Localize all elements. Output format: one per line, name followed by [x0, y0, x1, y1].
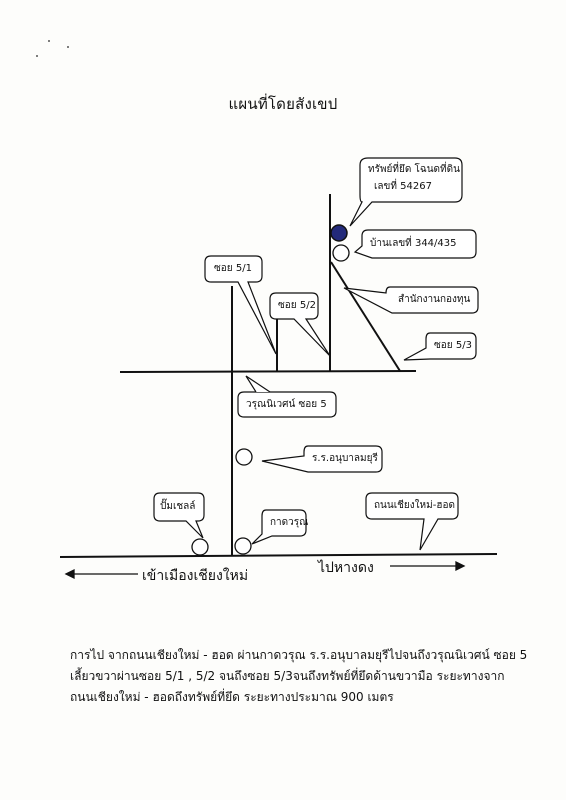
direction-right-label: ไปหางดง: [318, 560, 374, 576]
karawarun-marker: [235, 538, 251, 554]
house-number-label: บ้านเลขที่ 344/435: [370, 238, 457, 249]
fund-office-label: สำนักงานกองทุน: [398, 294, 471, 305]
soi-5-road-line: [120, 371, 416, 372]
village-soi-5-label: วรุณนิเวศน์ ซอย 5: [246, 399, 327, 410]
directions-line: เลี้ยวขวาผ่านซอย 5/1 , 5/2 จนถึงซอย 5/3จนถึงทรัพย์ที่ยึดด้านขวามือ ระยะทางจาก: [70, 669, 505, 683]
main-road-label: ถนนเชียงใหม่-ฮอด: [374, 500, 455, 511]
kindergarten-marker: [236, 449, 252, 465]
property-title-line1: ทรัพย์ที่ยึด โฉนดที่ดิน: [368, 164, 460, 175]
main-road-line: [60, 554, 497, 557]
kindergarten-label: ร.ร.อนุบาลมยุรี: [312, 453, 378, 464]
property-marker: [331, 225, 347, 241]
house-marker: [333, 245, 349, 261]
shell-station-marker: [192, 539, 208, 555]
property-title-line2: เลขที่ 54267: [374, 181, 432, 192]
soi-5-1-label: ซอย 5/1: [214, 263, 252, 274]
soi-5-3-label: ซอย 5/3: [434, 340, 472, 351]
karawarun-label: กาดวรุณ: [270, 517, 309, 528]
map-title: แผนที่โดยสังเขป: [228, 95, 338, 113]
soi-5-2-label: ซอย 5/2: [278, 300, 316, 311]
directions-line: ถนนเชียงใหม่ - ฮอดถึงทรัพย์ที่ยึด ระยะทางประมาณ 900 เมตร: [70, 690, 394, 704]
shell-station-label: ปั๊มเชลล์: [160, 501, 196, 512]
village-soi-5-callout-tail: [246, 376, 270, 392]
arrow-left-icon: [66, 570, 74, 578]
diagonal-road-line: [331, 262, 400, 371]
arrow-right-icon: [456, 562, 464, 570]
directions-text: [70, 645, 540, 708]
directions-line: การไป จากถนนเชียงใหม่ - ฮอด ผ่านกาดวรุณ ร.ร.อนุบาลมยุรีไปจนถึงวรุณนิเวศน์ ซอย 5: [70, 648, 528, 662]
direction-left-label: เข้าเมืองเชียงใหม่: [142, 568, 249, 584]
